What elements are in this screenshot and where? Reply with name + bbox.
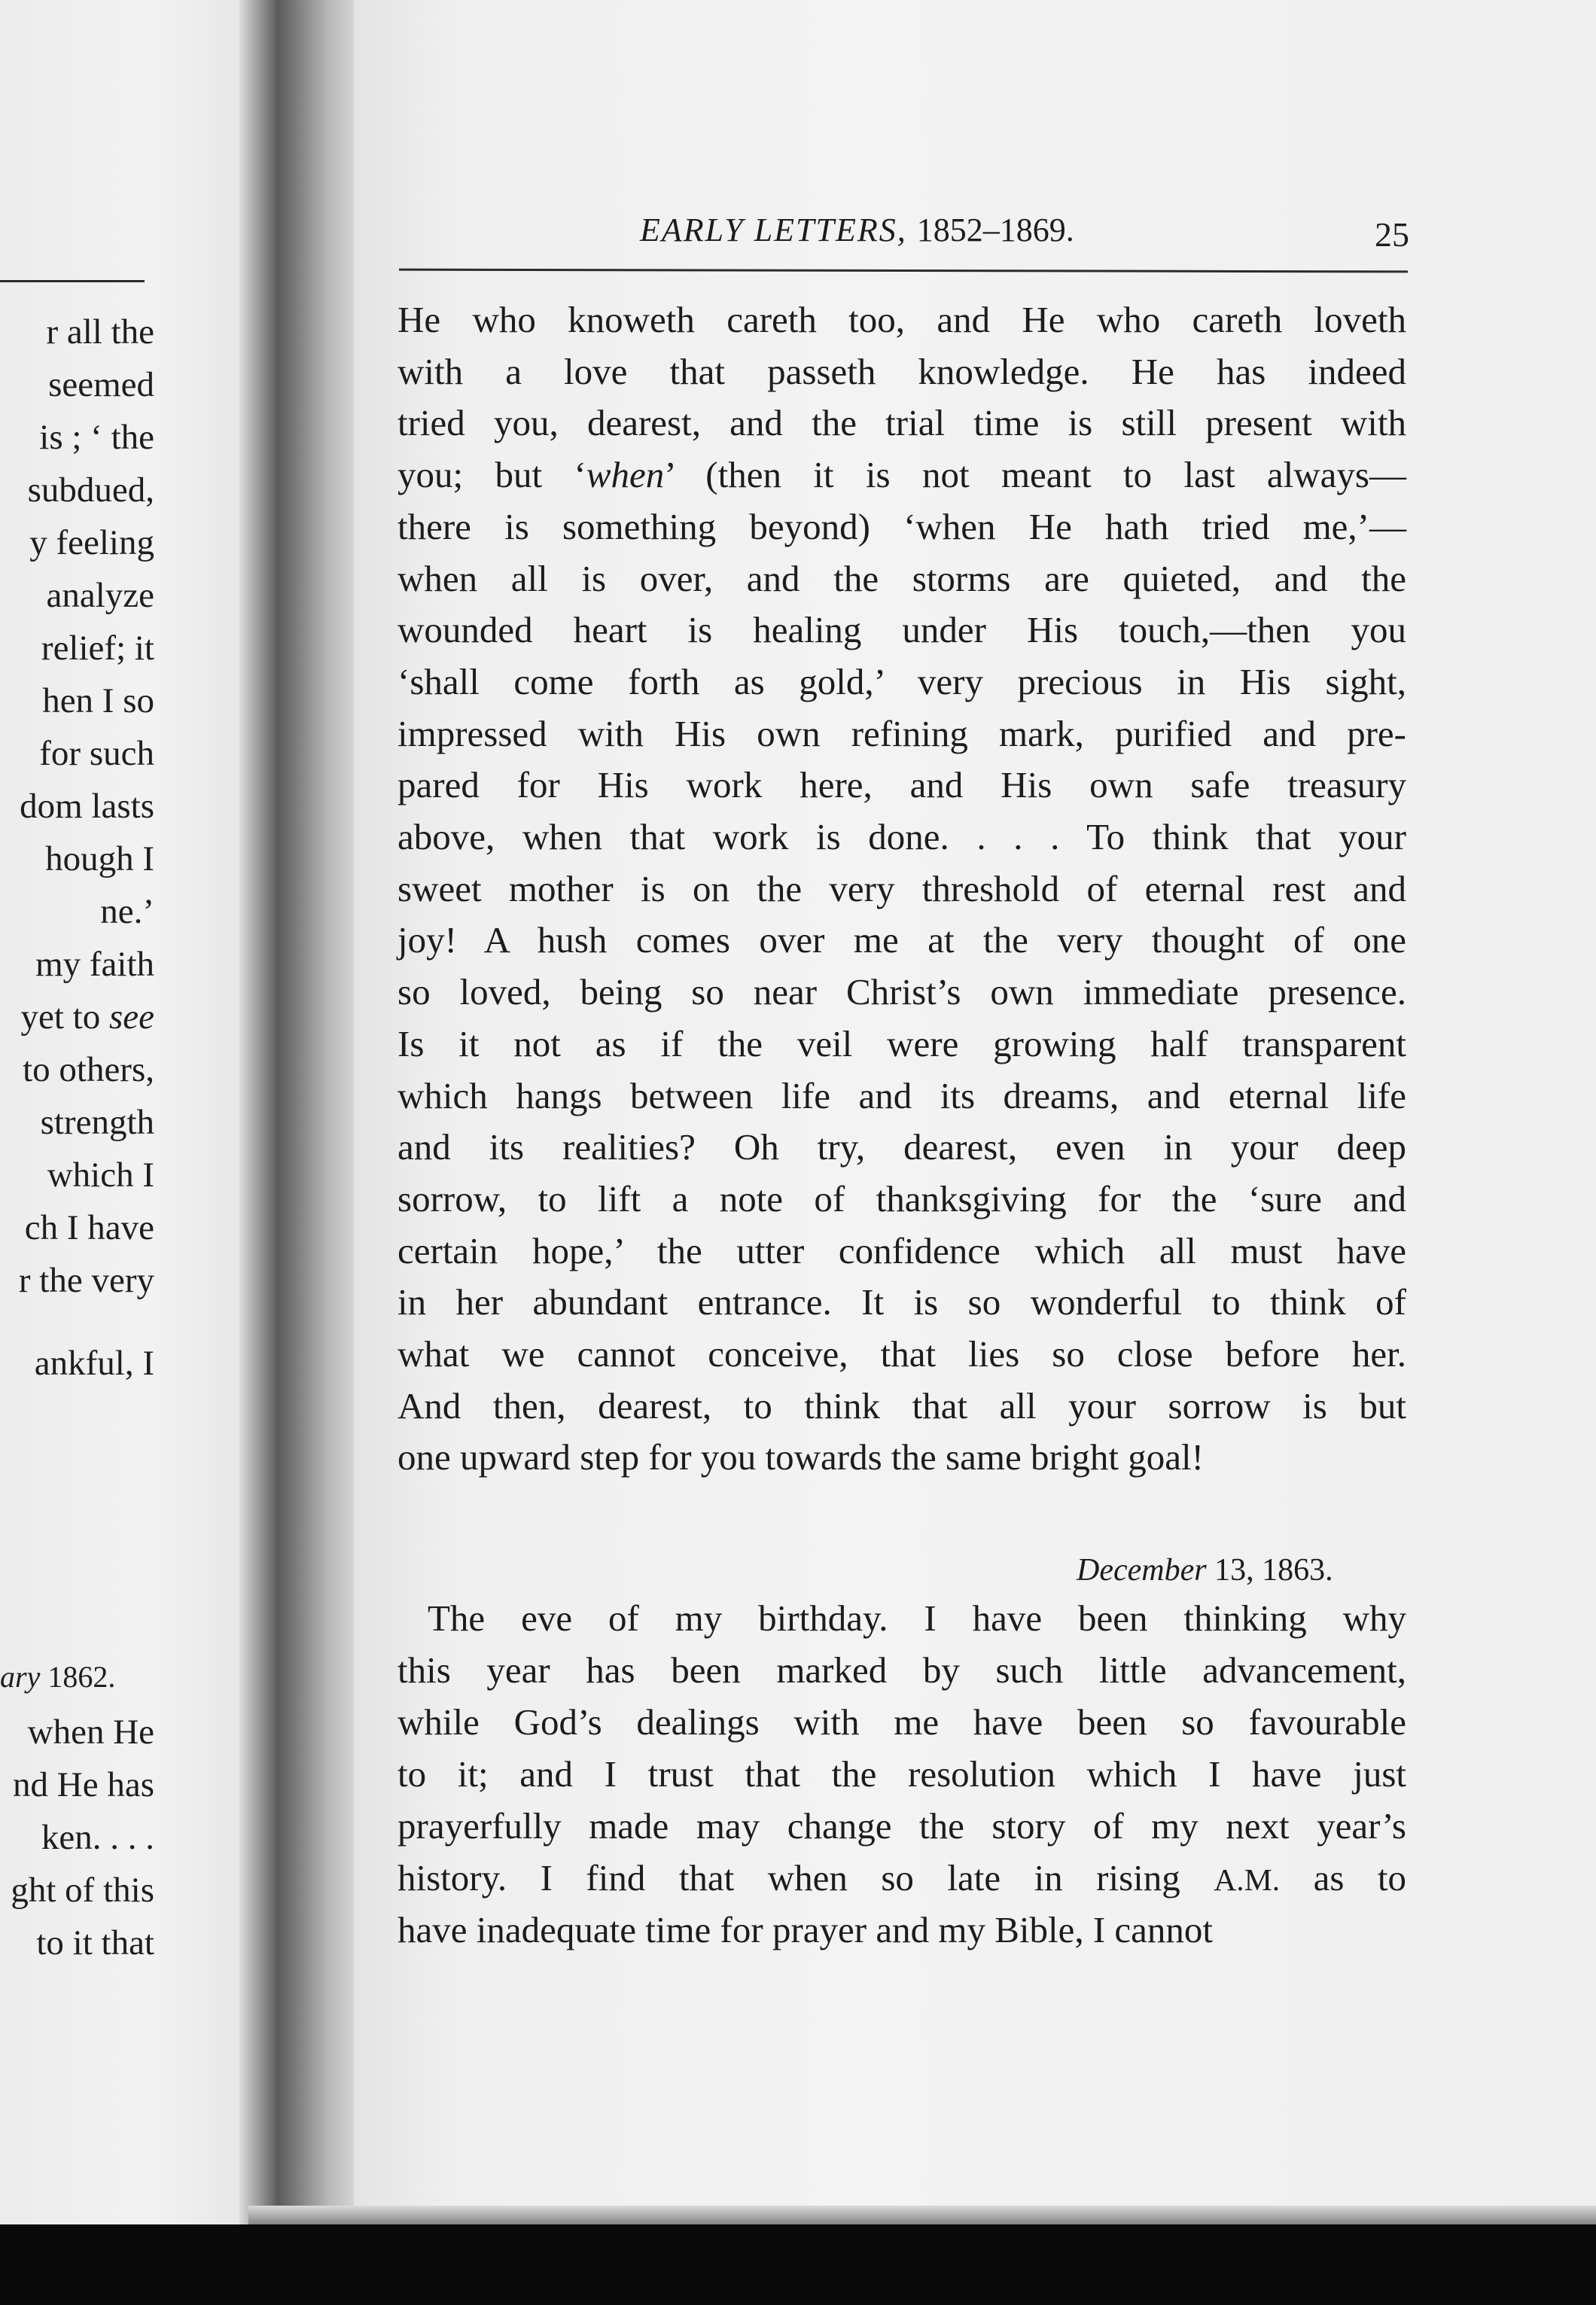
text-line: you; but ‘when’ (then it is not meant to last always— <box>397 454 1406 496</box>
running-head <box>640 211 1074 249</box>
left-page-line: ght of this <box>11 1871 154 1910</box>
text-line: joy! A hush comes over me at the very thought of one <box>397 919 1406 961</box>
text-line: have inadequate time for prayer and my Bible, I cannot <box>397 1909 1214 1950</box>
left-page-line: is ; ‘ the <box>39 418 154 457</box>
text-line: He who knoweth careth too, and He who careth loveth <box>397 299 1406 340</box>
left-page-line: for such <box>39 734 154 773</box>
text-line: history. I find that when so late in rising A.M. as to <box>397 1857 1406 1899</box>
text-line: wounded heart is healing under His touch,—then you <box>397 609 1406 651</box>
left-page-line: my faith <box>35 945 154 984</box>
left-page-line: analyze <box>46 576 154 615</box>
left-page-rule <box>0 280 145 282</box>
text-line: so loved, being so near Christ’s own immediate presence. <box>397 971 1406 1013</box>
date-month: December <box>1077 1553 1207 1588</box>
left-page-line: y feeling <box>29 523 154 562</box>
running-head-title: EARLY LETTERS, <box>640 212 907 248</box>
text-line: prayerfully made may change the story of my next year’s <box>397 1805 1406 1847</box>
text-line: The eve of my birthday. I have been thinking why <box>428 1597 1406 1639</box>
left-page-line: subdued, <box>27 470 154 510</box>
left-page-line: r all the <box>46 312 154 352</box>
text-line: tried you, dearest, and the trial time is still present with <box>397 402 1406 444</box>
left-page-line: to others, <box>23 1050 154 1089</box>
left-page-line: to it that <box>36 1923 154 1962</box>
text-line: this year has been marked by such little advancement, <box>397 1649 1406 1691</box>
text-line: sweet mother is on the very threshold of eternal rest and <box>397 867 1406 909</box>
left-page-line: dom lasts <box>20 787 154 826</box>
text-line: what we cannot conceive, that lies so close before her. <box>397 1333 1406 1375</box>
left-page-line: seemed <box>48 365 154 404</box>
date-day-year: 13, 1863. <box>1214 1553 1333 1588</box>
left-page-line: hough I <box>45 839 154 878</box>
left-page-line: strength <box>40 1103 154 1142</box>
text-line: sorrow, to lift a note of thanksgiving for the ‘sure and <box>397 1177 1406 1219</box>
letter-date <box>1077 1552 1333 1588</box>
left-page-line: which I <box>47 1156 154 1195</box>
text-line: to it; and I trust that the resolution which I have just <box>397 1753 1406 1795</box>
text-line: when all is over, and the storms are quieted, and the <box>397 557 1406 599</box>
scan-border <box>0 2224 1596 2305</box>
left-page-line: r the very <box>18 1261 154 1300</box>
text-line: And then, dearest, to think that all your sorrow is but <box>397 1384 1406 1427</box>
left-page-line: when He <box>27 1713 154 1752</box>
text-line: Is it not as if the veil were growing half transparent <box>397 1022 1406 1064</box>
text-line: which hangs between life and its dreams, and eternal life <box>397 1074 1406 1116</box>
left-page-line: relief; it <box>41 629 154 668</box>
left-page-line: yet to see <box>20 997 154 1037</box>
book-gutter <box>239 0 367 2258</box>
text-line: in her abundant entrance. It is so wonderful to think of <box>397 1281 1406 1323</box>
left-page-line: ankful, I <box>34 1344 154 1383</box>
text-line: above, when that work is done. . . . To think that your <box>397 816 1406 857</box>
left-page-line: ne.’ <box>100 892 154 931</box>
running-head-years: 1852–1869. <box>916 212 1074 248</box>
text-line: with a love that passeth knowledge. He has indeed <box>397 350 1406 392</box>
left-page <box>0 0 248 2258</box>
text-line: ‘shall come forth as gold,’ very precious in His sight, <box>397 660 1406 702</box>
text-line: while God’s dealings with me have been so favourable <box>397 1701 1406 1743</box>
text-line: impressed with His own refining mark, purified and pre- <box>397 712 1406 754</box>
left-page-line: hen I so <box>42 681 154 720</box>
left-page-line: ary 1862. <box>0 1660 116 1694</box>
left-page-line: ch I have <box>24 1208 154 1247</box>
text-line: certain hope,’ the utter confidence which all must have <box>397 1229 1406 1271</box>
text-line: one upward step for you towards the same bright goal! <box>397 1436 1204 1478</box>
text-line: there is something beyond) ‘when He hath tried me,’— <box>397 505 1406 547</box>
left-page-line: ken. . . . <box>41 1818 154 1857</box>
page-number: 25 <box>1375 215 1409 254</box>
text-line: and its realities? Oh try, dearest, even in your deep <box>397 1126 1406 1168</box>
left-page-line: nd He has <box>13 1765 154 1804</box>
text-line: pared for His work here, and His own safe treasury <box>397 764 1406 806</box>
